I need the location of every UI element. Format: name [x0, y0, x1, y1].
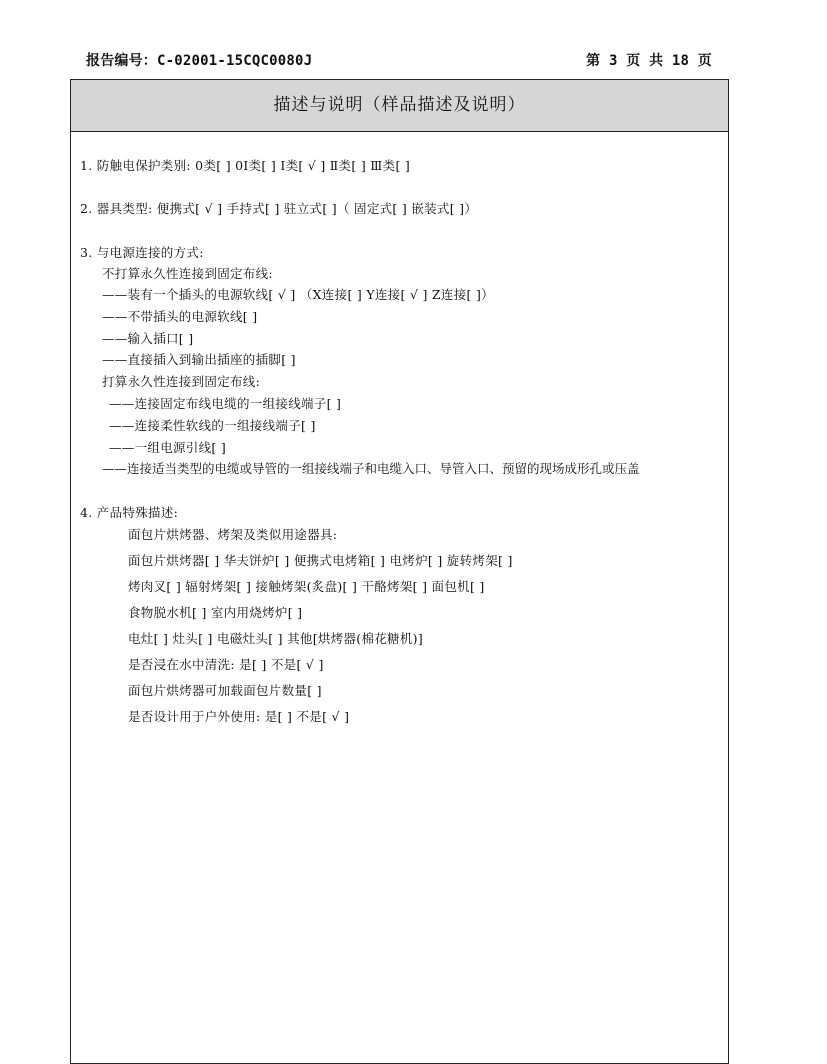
bread-slices-line: 面包片烘烤器可加载面包片数量[ ]	[128, 683, 322, 698]
permanent-heading: 打算永久性连接到固定布线:	[102, 374, 261, 389]
terminals-cable-entry-line: ——连接适当类型的电缆或导管的一组接线端子和电缆入口、导管入口、预留的现场成形孔或压盖	[102, 461, 640, 476]
appliance-types-row-1: 面包片烘烤器[ ] 华夫饼炉[ ] 便携式电烤箱[ ] 电烤炉[ ] 旋转烤架[ ]	[128, 553, 513, 568]
special-description-title: 4. 产品特殊描述:	[80, 505, 179, 520]
supply-leads-line: ——一组电源引线[ ]	[109, 440, 227, 455]
appliance-types-row-4: 电灶[ ] 灶头[ ] 电磁灶头[ ] 其他[烘烤器(棉花糖机)]	[128, 631, 424, 646]
connection-title: 3. 与电源连接的方式:	[80, 245, 204, 260]
water-immersion-line: 是否浸在水中清洗: 是[ ] 不是[ √ ]	[128, 657, 324, 672]
terminals-fixed-wiring-line: ——连接固定布线电缆的一组接线端子[ ]	[109, 396, 342, 411]
page-info: 第 3 页 共 18 页	[586, 53, 712, 69]
terminals-flexible-cord-line: ——连接柔性软线的一组接线端子[ ]	[109, 418, 316, 433]
appliance-types-row-3: 食物脱水机[ ] 室内用烧烤炉[ ]	[128, 605, 303, 620]
cord-with-plug-line: ——装有一个插头的电源软线[ √ ] （X连接[ ] Y连接[ √ ] Z连接[ ]）	[102, 287, 494, 302]
special-intro: 面包片烘烤器、烤架及类似用途器具:	[128, 527, 338, 542]
not-permanent-heading: 不打算永久性连接到固定布线:	[102, 266, 273, 281]
appliance-inlet-line: ——输入插口[ ]	[102, 331, 194, 346]
protection-class-line: 1. 防触电保护类别: 0类[ ] 0Ⅰ类[ ] Ⅰ类[ √ ] Ⅱ类[ ] Ⅲ类[ ]	[80, 158, 411, 173]
outdoor-use-line: 是否设计用于户外使用: 是[ ] 不是[ √ ]	[128, 709, 350, 724]
report-number: 报告编号：C-02001-15CQC0080J	[86, 53, 313, 69]
appliance-types-row-2: 烤肉叉[ ] 辐射烤架[ ] 接触烤架(炙盘)[ ] 干酪烤架[ ] 面包机[ ]	[128, 579, 485, 594]
pins-into-socket-line: ——直接插入到输出插座的插脚[ ]	[102, 352, 296, 367]
section-title: 描述与说明（样品描述及说明）	[71, 80, 728, 132]
cord-without-plug-line: ——不带插头的电源软线[ ]	[102, 309, 258, 324]
appliance-type-line: 2. 器具类型: 便携式[ √ ] 手持式[ ] 驻立式[ ]（ 固定式[ ] 嵌装式[ ]）	[80, 201, 478, 216]
document-frame	[70, 79, 729, 1064]
